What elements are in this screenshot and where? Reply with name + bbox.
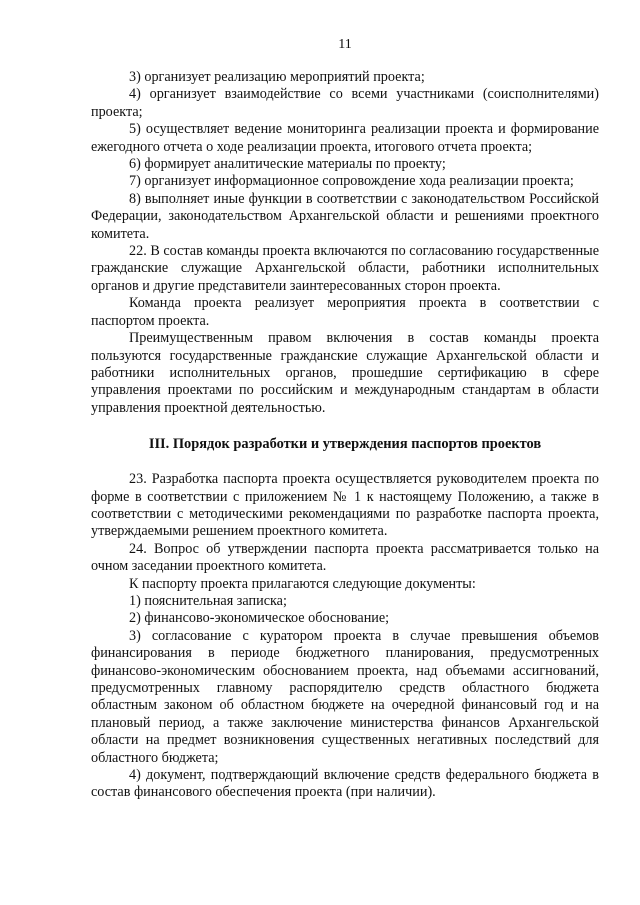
paragraph: Преимущественным правом включения в состав команды проекта пользуются государственные гражданские служащие Архангельской области и работники исполнительных органов, прошедшие сертификацию в сфере управления проектами по российским и международным стандартам в области управления проектной деятельностью.: [91, 330, 599, 416]
paragraph: 24. Вопрос об утверждении паспорта проекта рассматривается только на очном заседании проектного комитета.: [91, 540, 599, 575]
paragraph: 4) организует взаимодействие со всеми участниками (соисполнителями) проекта;: [91, 86, 599, 120]
paragraph: 2) финансово-экономическое обоснование;: [129, 610, 390, 627]
paragraph: 7) организует информационное сопровождение хода реализации проекта;: [129, 173, 574, 190]
paragraph: 6) формирует аналитические материалы по проекту;: [129, 156, 446, 173]
paragraph: 23. Разработка паспорта проекта осуществляется руководителем проекта по форме в соответствии с приложением № 1 к настоящему Положению, а также в соответствии с методическими рекомендациями по разработке паспорта проекта, утверждаемыми решением проектного комитета.: [91, 471, 599, 540]
section-heading: III. Порядок разработки и утверждения паспортов проектов: [148, 436, 542, 453]
list-after-heading: [91, 471, 599, 802]
paragraph: 5) осуществляет ведение мониторинга реализации проекта и формирование ежегодного отчета о ходе реализации проекта, итогового отчета проекта;: [91, 121, 599, 155]
paragraph: 4) документ, подтверждающий включение средств федерального бюджета в состав финансового обеспечения проекта (при наличии).: [91, 767, 599, 801]
paragraph: 8) выполняет иные функции в соответствии с законодательством Российской Федерации, законодательством Архангельской области и решениями проектного комитета.: [91, 190, 599, 242]
page-number: 11: [338, 37, 352, 52]
paragraph: 22. В состав команды проекта включаются по согласованию государственные гражданские служащие Архангельской области, работники исполнительных органов и другие представители заинтересованных сторон проекта.: [91, 243, 599, 294]
paragraph: К паспорту проекта прилагаются следующие документы:: [129, 575, 476, 592]
paragraph: 3) согласование с куратором проекта в случае превышения объемов финансирования в периоде бюджетного планирования, предусмотренных финансово-экономическим обоснованием проекта, над объемами ассигнований, предусмотренных главному распорядителю средств областного бюджета областным законом об областном бюджете на очередной финансовый год и на плановый период, а также заключение министерства финансов Архангельской области на предмет возникновения существенных негативных последствий для областного бюджета;: [91, 627, 599, 766]
paragraph: 3) организует реализацию мероприятий проекта;: [129, 69, 425, 85]
list-before-heading: [91, 69, 599, 417]
paragraph: 1) пояснительная записка;: [129, 592, 287, 609]
paragraph: Команда проекта реализует мероприятия проекта в соответствии с паспортом проекта.: [91, 295, 599, 329]
